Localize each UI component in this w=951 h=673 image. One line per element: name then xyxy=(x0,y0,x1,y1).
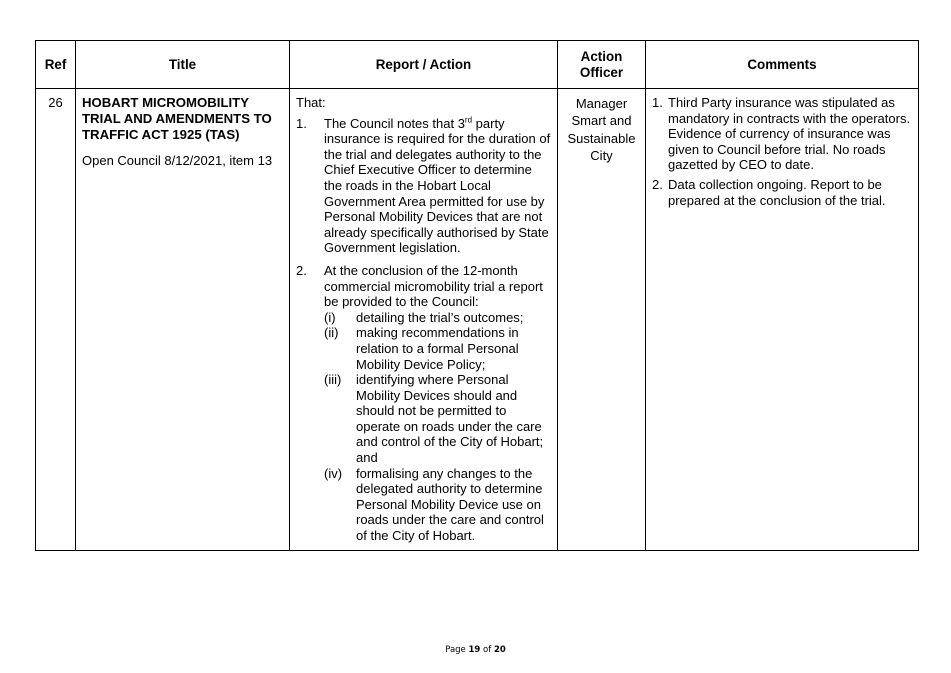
resolution-item-1-text-pre: The Council notes that 3 xyxy=(324,115,465,131)
header-action-officer-line2: Officer xyxy=(579,64,624,80)
resolution-item-1-text xyxy=(324,116,551,256)
comment-text: Third Party insurance was stipulated as mandatory in contracts with the operators. Evidence of currency of insurance was given to Council before trial. No roads gazetted by CEO to date. xyxy=(668,95,911,173)
resolution-item-2 xyxy=(296,263,551,544)
sub-item xyxy=(324,466,551,544)
table-row xyxy=(36,89,919,551)
page-label: Page xyxy=(445,645,466,655)
resolution-item-2-text: At the conclusion of the 12-month commercial micromobility trial a report be provided to the Council: xyxy=(324,262,543,310)
report-intro: That: xyxy=(296,95,326,110)
officer-line-3: Sustainable xyxy=(567,130,636,146)
header-action-officer xyxy=(558,41,646,89)
sub-item-text: identifying where Personal Mobility Devices should and should not be permitted to operate on roads under the care and control of the City of Hobart; and xyxy=(356,372,544,466)
of-label: of xyxy=(483,645,492,655)
resolution-item-1-text-post: party insurance is required for the duration of the trial and delegates authority to the Chief Executive Officer to determine the roads in the Hobart Local Government Area permitted for use by Personal Mobility Devices that are not already specifically authorised by State Government legislation. xyxy=(324,115,551,256)
comment-text: Data collection ongoing. Report to be prepared at the conclusion of the trial. xyxy=(668,176,886,208)
sub-item-text: formalising any changes to the delegated authority to determine Personal Mobility Device use on roads under the care and control of the City of Hobart. xyxy=(356,465,544,544)
officer-line-1: Manager xyxy=(575,96,628,111)
sub-item xyxy=(324,372,551,466)
header-ref: Ref xyxy=(36,41,76,89)
page-footer xyxy=(0,645,951,655)
sub-item-text: making recommendations in relation to a formal Personal Mobility Device Policy; xyxy=(356,325,519,372)
comment-item xyxy=(652,95,912,173)
sub-item xyxy=(324,310,551,326)
comment-number: 1. xyxy=(652,95,663,110)
officer-line-2: Smart and xyxy=(571,113,632,129)
title-cell xyxy=(76,89,290,551)
comments-cell xyxy=(646,89,919,551)
ordinal-suffix: rd xyxy=(464,115,473,125)
resolution-item-2-number: 2. xyxy=(296,262,307,278)
sub-item-number: (ii) xyxy=(324,325,339,341)
resolution-item-1-number: 1. xyxy=(296,115,307,131)
sub-item xyxy=(324,325,551,372)
ref-cell: 26 xyxy=(36,89,76,551)
comment-item xyxy=(652,177,912,208)
meeting-reference: Open Council 8/12/2021, item 13 xyxy=(82,153,273,168)
page-total: 20 xyxy=(493,645,506,655)
header-report-action: Report / Action xyxy=(290,41,558,89)
page-number: 19 xyxy=(468,645,481,655)
sub-item-number: (iii) xyxy=(324,372,342,388)
report-action-cell xyxy=(290,89,558,551)
action-table xyxy=(35,40,919,551)
sub-item-text: detailing the trial’s outcomes; xyxy=(356,309,524,325)
header-row xyxy=(36,41,919,89)
item-title: HOBART MICROMOBILITY TRIAL AND AMENDMENTS TO TRAFFIC ACT 1925 (TAS) xyxy=(82,95,272,142)
sub-item-number: (i) xyxy=(324,309,336,325)
header-title: Title xyxy=(76,41,290,89)
resolution-item-1 xyxy=(296,116,551,256)
header-action-officer-line1: Action xyxy=(580,48,623,64)
action-officer-cell xyxy=(558,89,646,551)
officer-line-4: City xyxy=(590,148,613,164)
sub-item-number: (iv) xyxy=(324,465,343,481)
comment-number: 2. xyxy=(652,176,663,192)
header-comments: Comments xyxy=(646,41,919,89)
